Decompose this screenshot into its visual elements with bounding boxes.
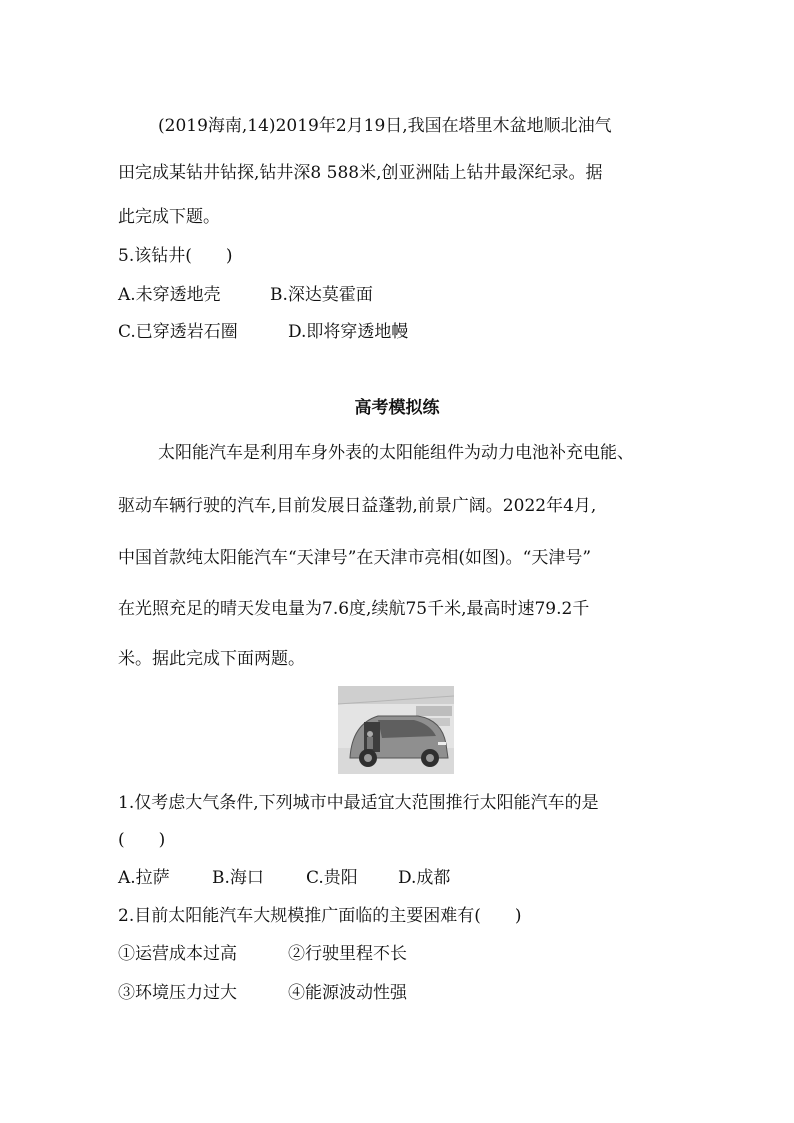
question-2-choices-row-1 <box>118 943 407 965</box>
passage-line-2: 驱动车辆行驶的汽车,目前发展日益蓬勃,前景广阔。2022年4月, <box>118 496 597 516</box>
question-2-stem: 2.目前太阳能汽车大规模推广面临的主要困难有( ) <box>118 906 522 926</box>
intro-line-3: 此完成下题。 <box>118 207 220 227</box>
option-a: A.拉萨 <box>118 868 170 888</box>
question-2-choices-row-2 <box>118 982 407 1004</box>
intro-line-2: 田完成某钻井钻探,钻井深8 588米,创亚洲陆上钻井最深纪录。据 <box>118 163 603 183</box>
option-b: B.深达莫霍面 <box>270 285 373 305</box>
question-1-paren: ( ) <box>118 830 166 850</box>
choice-2: ②行驶里程不长 <box>288 944 407 964</box>
choice-4: ④能源波动性强 <box>288 983 407 1003</box>
passage-line-1: 太阳能汽车是利用车身外表的太阳能组件为动力电池补充电能、 <box>158 443 634 463</box>
section-title: 高考模拟练 <box>354 398 440 418</box>
option-c: C.已穿透岩石圈 <box>118 322 238 342</box>
question-5-options-row-1 <box>118 284 373 306</box>
option-d: D.成都 <box>398 868 451 888</box>
solar-car-photo <box>338 686 454 774</box>
option-a: A.未穿透地壳 <box>118 285 221 305</box>
choice-3: ③环境压力过大 <box>118 983 237 1003</box>
passage-line-5: 米。据此完成下面两题。 <box>118 649 305 669</box>
question-5-options-row-2 <box>118 321 408 343</box>
option-c: C.贵阳 <box>306 868 358 888</box>
solar-car-illustration <box>338 686 454 774</box>
passage-line-3: 中国首款纯太阳能汽车“天津号”在天津市亮相(如图)。“天津号” <box>118 548 592 568</box>
passage-line-4: 在光照充足的晴天发电量为7.6度,续航75千米,最高时速79.2千 <box>118 599 590 619</box>
question-5-stem: 5.该钻井( ) <box>118 246 233 266</box>
question-1-options <box>118 867 450 889</box>
choice-1: ①运营成本过高 <box>118 944 237 964</box>
intro-line-1: (2019海南,14)2019年2月19日,我国在塔里木盆地顺北油气 <box>158 116 612 136</box>
option-d: D.即将穿透地幔 <box>288 322 409 342</box>
option-b: B.海口 <box>212 868 264 888</box>
question-1-stem: 1.仅考虑大气条件,下列城市中最适宜大范围推行太阳能汽车的是 <box>118 793 599 813</box>
